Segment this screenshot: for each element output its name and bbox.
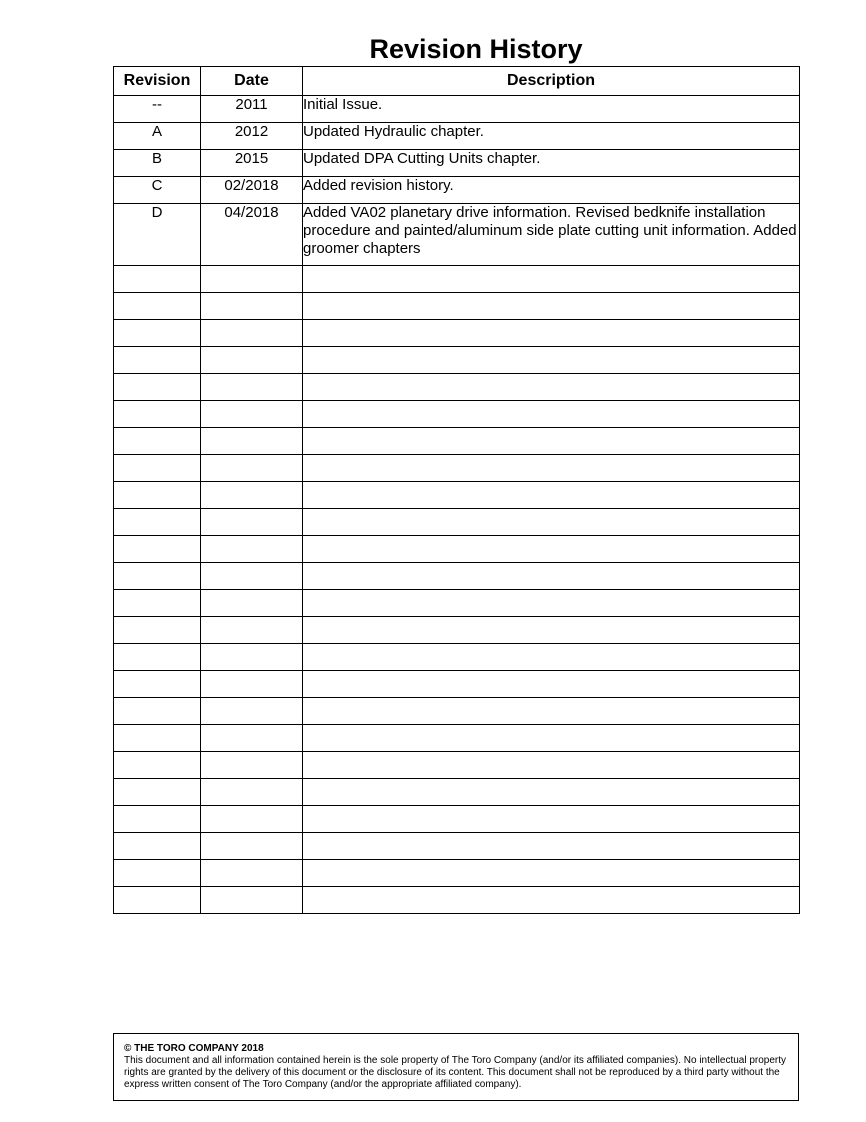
empty-description-cell — [303, 320, 800, 347]
empty-revision-cell — [114, 482, 201, 509]
empty-revision-cell — [114, 644, 201, 671]
empty-table-row — [114, 617, 800, 644]
copyright-line: © THE TORO COMPANY 2018 — [124, 1043, 264, 1054]
empty-table-row — [114, 401, 800, 428]
empty-revision-cell — [114, 725, 201, 752]
empty-description-cell — [303, 482, 800, 509]
empty-revision-cell — [114, 536, 201, 563]
empty-date-cell — [201, 401, 303, 428]
description-cell: Added VA02 planetary drive information. Revised bedknife installation procedure and painted/aluminum side plate cutting unit information. Added groomer chapters — [303, 204, 800, 266]
empty-revision-cell — [114, 590, 201, 617]
empty-date-cell — [201, 374, 303, 401]
empty-table-row — [114, 698, 800, 725]
date-cell: 2012 — [201, 123, 303, 150]
page-title: Revision History — [369, 34, 583, 64]
empty-date-cell — [201, 698, 303, 725]
revision-cell: C — [114, 177, 201, 204]
empty-table-row — [114, 374, 800, 401]
empty-revision-cell — [114, 671, 201, 698]
empty-date-cell — [201, 644, 303, 671]
empty-revision-cell — [114, 860, 201, 887]
empty-date-cell — [201, 536, 303, 563]
empty-date-cell — [201, 293, 303, 320]
revision-cell: D — [114, 204, 201, 266]
empty-revision-cell — [114, 698, 201, 725]
empty-table-row — [114, 320, 800, 347]
column-header-date: Date — [201, 67, 303, 96]
empty-description-cell — [303, 401, 800, 428]
empty-revision-cell — [114, 428, 201, 455]
revision-cell: -- — [114, 96, 201, 123]
empty-date-cell — [201, 671, 303, 698]
date-cell: 02/2018 — [201, 177, 303, 204]
empty-table-row — [114, 509, 800, 536]
empty-table-row — [114, 266, 800, 293]
empty-description-cell — [303, 374, 800, 401]
empty-table-row — [114, 725, 800, 752]
revision-cell: B — [114, 150, 201, 177]
empty-revision-cell — [114, 617, 201, 644]
empty-table-row — [114, 563, 800, 590]
empty-description-cell — [303, 617, 800, 644]
empty-description-cell — [303, 887, 800, 914]
empty-table-row — [114, 752, 800, 779]
empty-description-cell — [303, 860, 800, 887]
description-cell: Initial Issue. — [303, 96, 800, 123]
empty-description-cell — [303, 644, 800, 671]
empty-date-cell — [201, 320, 303, 347]
empty-table-row — [114, 644, 800, 671]
table-row — [114, 150, 800, 177]
empty-table-row — [114, 590, 800, 617]
empty-description-cell — [303, 509, 800, 536]
table-row — [114, 177, 800, 204]
empty-revision-cell — [114, 266, 201, 293]
empty-date-cell — [201, 887, 303, 914]
empty-date-cell — [201, 428, 303, 455]
empty-description-cell — [303, 725, 800, 752]
table-header-row — [114, 67, 800, 96]
proprietary-notice: This document and all information contained herein is the sole property of The Toro Company (and/or its affiliated companies). No intellectual property rights are granted by the delivery of this document or the disclosure of its content. This document shall not be reproduced by a third party without the express written consent of The Toro Company (and/or the appropriate affiliated company). — [124, 1055, 787, 1090]
empty-date-cell — [201, 509, 303, 536]
empty-date-cell — [201, 779, 303, 806]
empty-revision-cell — [114, 563, 201, 590]
empty-revision-cell — [114, 293, 201, 320]
empty-description-cell — [303, 455, 800, 482]
empty-revision-cell — [114, 887, 201, 914]
empty-description-cell — [303, 590, 800, 617]
empty-description-cell — [303, 563, 800, 590]
empty-date-cell — [201, 725, 303, 752]
empty-table-row — [114, 536, 800, 563]
date-cell: 2011 — [201, 96, 303, 123]
empty-description-cell — [303, 779, 800, 806]
empty-revision-cell — [114, 374, 201, 401]
table-row — [114, 123, 800, 150]
empty-revision-cell — [114, 833, 201, 860]
copyright-notice-box — [113, 1033, 799, 1101]
revision-cell: A — [114, 123, 201, 150]
empty-description-cell — [303, 536, 800, 563]
empty-table-row — [114, 806, 800, 833]
empty-table-row — [114, 455, 800, 482]
empty-revision-cell — [114, 509, 201, 536]
empty-date-cell — [201, 563, 303, 590]
empty-date-cell — [201, 266, 303, 293]
empty-revision-cell — [114, 347, 201, 374]
date-cell: 04/2018 — [201, 204, 303, 266]
table-row — [114, 204, 800, 266]
table-row — [114, 96, 800, 123]
empty-revision-cell — [114, 320, 201, 347]
empty-table-row — [114, 671, 800, 698]
empty-date-cell — [201, 833, 303, 860]
empty-revision-cell — [114, 455, 201, 482]
empty-description-cell — [303, 806, 800, 833]
empty-date-cell — [201, 482, 303, 509]
empty-date-cell — [201, 590, 303, 617]
empty-description-cell — [303, 347, 800, 374]
empty-table-row — [114, 887, 800, 914]
empty-date-cell — [201, 806, 303, 833]
column-header-revision: Revision — [114, 67, 201, 96]
empty-table-row — [114, 833, 800, 860]
empty-table-row — [114, 428, 800, 455]
empty-revision-cell — [114, 752, 201, 779]
empty-description-cell — [303, 671, 800, 698]
empty-date-cell — [201, 347, 303, 374]
date-cell: 2015 — [201, 150, 303, 177]
empty-description-cell — [303, 698, 800, 725]
empty-table-row — [114, 779, 800, 806]
description-cell: Updated DPA Cutting Units chapter. — [303, 150, 800, 177]
empty-date-cell — [201, 455, 303, 482]
empty-revision-cell — [114, 401, 201, 428]
empty-date-cell — [201, 617, 303, 644]
empty-table-row — [114, 347, 800, 374]
empty-revision-cell — [114, 779, 201, 806]
empty-date-cell — [201, 860, 303, 887]
empty-description-cell — [303, 293, 800, 320]
empty-table-row — [114, 860, 800, 887]
empty-description-cell — [303, 428, 800, 455]
empty-description-cell — [303, 266, 800, 293]
empty-table-row — [114, 293, 800, 320]
empty-description-cell — [303, 833, 800, 860]
description-cell: Updated Hydraulic chapter. — [303, 123, 800, 150]
column-header-description: Description — [303, 67, 800, 96]
empty-description-cell — [303, 752, 800, 779]
description-cell: Added revision history. — [303, 177, 800, 204]
empty-table-row — [114, 482, 800, 509]
empty-date-cell — [201, 752, 303, 779]
empty-revision-cell — [114, 806, 201, 833]
revision-history-table — [113, 66, 800, 914]
